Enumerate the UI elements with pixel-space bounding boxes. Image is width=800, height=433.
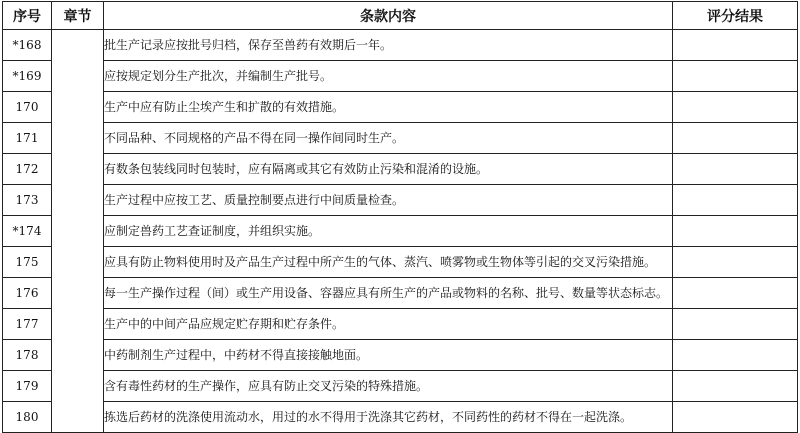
header-chapter: 章节 [52,2,104,30]
score-cell[interactable] [673,309,798,340]
row-number: 177 [3,309,52,340]
header-index: 序号 [3,2,52,30]
row-number: *168 [3,30,52,61]
score-cell[interactable] [673,340,798,371]
header-row [3,2,798,30]
clause-text: 拣选后药材的洗涤使用流动水，用过的水不得用于洗涤其它药材，不同药性的药材不得在一起洗涤。 [104,402,673,433]
score-cell[interactable] [673,278,798,309]
score-cell[interactable] [673,61,798,92]
clause-table [2,1,798,433]
table-row [3,61,798,92]
header-content: 条款内容 [104,2,673,30]
clause-text: 中药制剂生产过程中，中药材不得直接接触地面。 [104,340,673,371]
header-score: 评分结果 [673,2,798,30]
table-row [3,216,798,247]
clause-text: 应制定兽药工艺查证制度，并组织实施。 [104,216,673,247]
row-number: 178 [3,340,52,371]
score-cell[interactable] [673,402,798,433]
chapter-cell [52,30,104,433]
row-number: 176 [3,278,52,309]
row-number: 173 [3,185,52,216]
score-cell[interactable] [673,185,798,216]
clause-text: 含有毒性药材的生产操作，应具有防止交叉污染的特殊措施。 [104,371,673,402]
table-row [3,309,798,340]
table-row [3,247,798,278]
clause-text: 不同品种、不同规格的产品不得在同一操作间同时生产。 [104,123,673,154]
score-cell[interactable] [673,30,798,61]
clause-text: 生产过程中应按工艺、质量控制要点进行中间质量检查。 [104,185,673,216]
row-number: 175 [3,247,52,278]
row-number: *174 [3,216,52,247]
row-number: 170 [3,92,52,123]
table-row [3,402,798,433]
clause-text: 应按规定划分生产批次，并编制生产批号。 [104,61,673,92]
table-row [3,30,798,61]
row-number: 179 [3,371,52,402]
row-number: 171 [3,123,52,154]
table-row [3,340,798,371]
score-cell[interactable] [673,371,798,402]
score-cell[interactable] [673,92,798,123]
clause-text: 每一生产操作过程（间）或生产用设备、容器应具有所生产的产品或物料的名称、批号、数量等状态标志。 [104,278,673,309]
table-row [3,92,798,123]
table-row [3,371,798,402]
score-cell[interactable] [673,247,798,278]
clause-text: 有数条包装线同时包装时，应有隔离或其它有效防止污染和混淆的设施。 [104,154,673,185]
clause-text: 生产中应有防止尘埃产生和扩散的有效措施。 [104,92,673,123]
clause-text: 批生产记录应按批号归档，保存至兽药有效期后一年。 [104,30,673,61]
table-row [3,185,798,216]
score-cell[interactable] [673,123,798,154]
row-number: *169 [3,61,52,92]
clause-text: 生产中的中间产品应规定贮存期和贮存条件。 [104,309,673,340]
score-cell[interactable] [673,216,798,247]
score-cell[interactable] [673,154,798,185]
clause-text: 应具有防止物料使用时及产品生产过程中所产生的气体、蒸汽、喷雾物或生物体等引起的交叉污染措施。 [104,247,673,278]
row-number: 172 [3,154,52,185]
table-row [3,278,798,309]
row-number: 180 [3,402,52,433]
table-row [3,154,798,185]
table-row [3,123,798,154]
